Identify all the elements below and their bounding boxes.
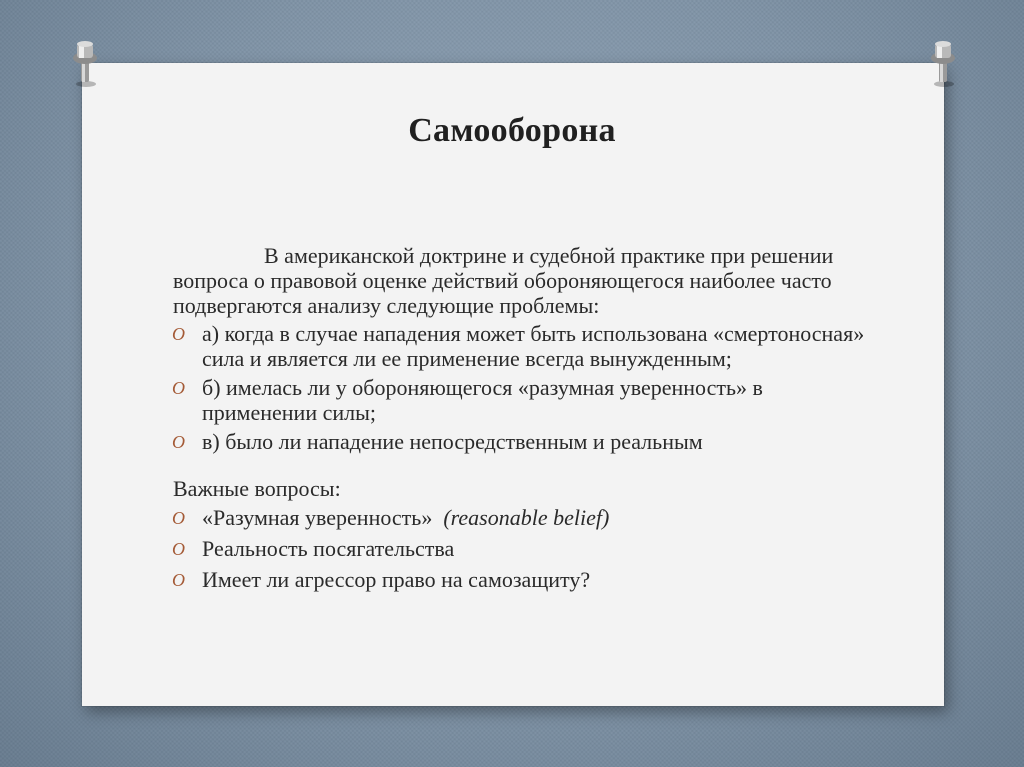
bullet-icon: O [172,570,185,590]
list-item [173,375,873,425]
list-item [173,321,873,371]
bullet-icon: O [172,432,185,452]
list-item [173,429,873,454]
bullet-icon: O [172,378,185,398]
bullet-icon: O [172,539,185,559]
pushpin-icon [922,38,962,90]
intro-paragraph: В американской доктрине и судебной практике при решении вопроса о правовой оценке действий обороняющегося наиболее часто подвергаются анализу следующие проблемы: [173,243,834,318]
question-translation: (reasonable belief) [443,505,610,530]
problem-text: в) было ли нападение непосредственным и реальным [202,429,703,454]
slide-title: Самооборона [408,112,616,149]
problems-list [173,321,873,454]
list-item [173,505,873,530]
list-item [173,536,873,561]
pushpin-icon [64,38,104,90]
question-text: Реальность посягательства [202,536,455,561]
slide-body [173,243,873,598]
questions-list [173,505,873,592]
question-text: «Разумная уверенность» [202,505,433,530]
bullet-icon: O [172,324,185,344]
problem-text: а) когда в случае нападения может быть использована «смертоносная» сила и является ли ее применение всегда вынужденным; [202,321,865,371]
question-text: Имеет ли агрессор право на самозащиту? [202,567,591,592]
questions-heading: Важные вопросы: [173,476,341,501]
bullet-icon: O [172,508,185,528]
list-item [173,567,873,592]
problem-text: б) имелась ли у обороняющегося «разумная уверенность» в применении силы; [202,375,763,425]
